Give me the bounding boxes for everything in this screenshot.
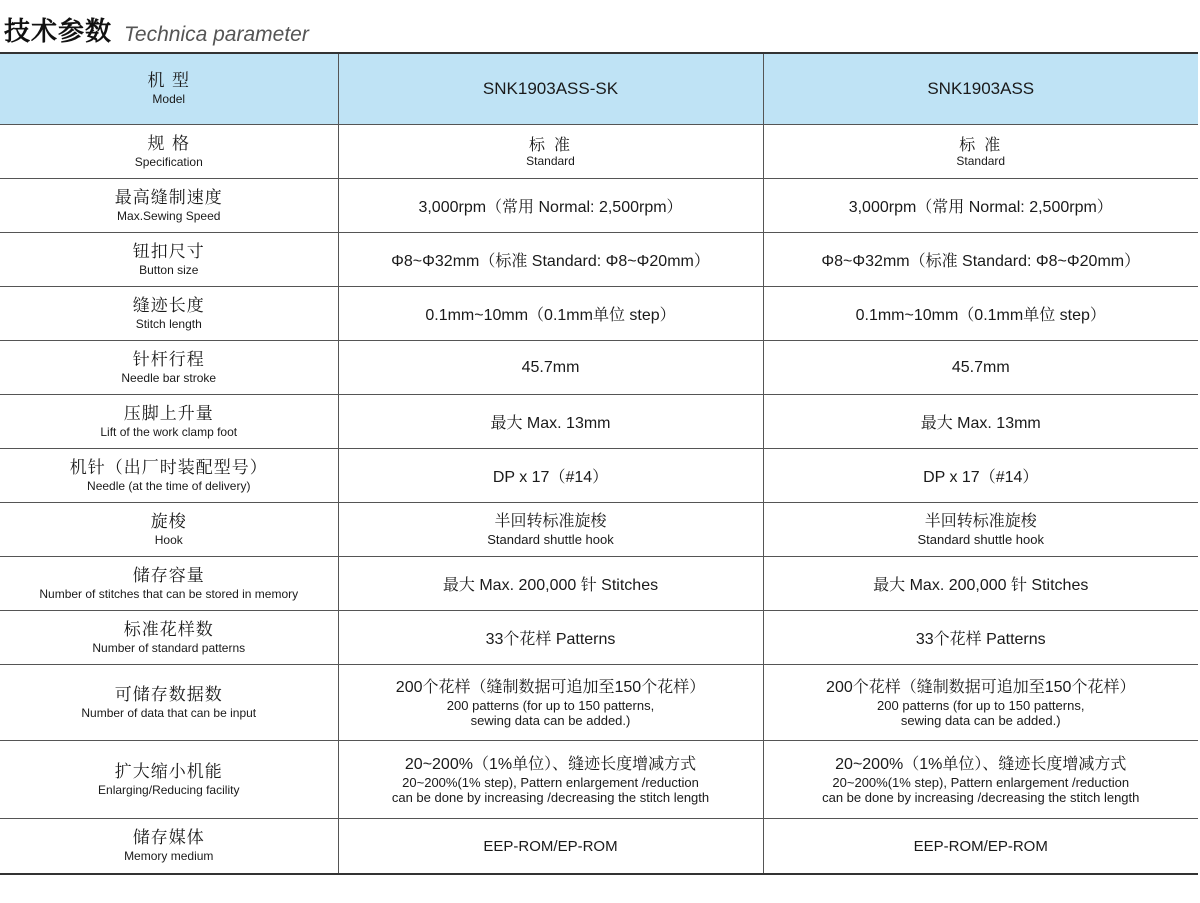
header-label-zh: 机 型 [147, 71, 190, 91]
row-value-2: EEP-ROM/EP-ROM [763, 819, 1198, 875]
value-en-line2: sewing data can be added.) [900, 712, 1061, 728]
row-value-2: 33个花样 Patterns [763, 611, 1198, 665]
value-zh: 20~200%（1%单位）、缝迹长度增减方式 [835, 755, 1127, 773]
row-label-zh: 钮扣尺寸 [132, 241, 205, 262]
row-value-2: DP x 17（#14） [763, 449, 1198, 503]
row-value-2: 3,000rpm（常用 Normal: 2,500rpm） [763, 179, 1198, 233]
row-label-en: Stitch length [135, 316, 202, 331]
row-value-1: 0.1mm~10mm（0.1mm单位 step） [338, 287, 763, 341]
row-value-1 [338, 125, 763, 179]
row-value-2: 最大 Max. 200,000 针 Stitches [763, 557, 1198, 611]
value-zh: 200个花样（缝制数据可追加至150个花样） [395, 678, 706, 696]
value-en: Standard [526, 153, 575, 168]
row-label-en: Number of data that can be input [81, 705, 257, 720]
row-label-zh: 针杆行程 [132, 349, 205, 370]
row-label-zh: 扩大缩小机能 [114, 761, 223, 782]
table-row [0, 287, 1198, 341]
row-label [0, 125, 338, 179]
row-label-zh: 旋梭 [150, 511, 187, 532]
heading-zh: 技术参数 [4, 17, 113, 47]
header-label-en: Model [152, 92, 186, 106]
row-label [0, 503, 338, 557]
row-value-2 [763, 741, 1198, 819]
row-label [0, 233, 338, 287]
row-value-1: DP x 17（#14） [338, 449, 763, 503]
row-value-1 [338, 741, 763, 819]
heading-en: Technica parameter [124, 23, 309, 46]
row-value-1: EEP-ROM/EP-ROM [338, 819, 763, 875]
table-row [0, 503, 1198, 557]
table-row [0, 449, 1198, 503]
value-en-line2: sewing data can be added.) [470, 712, 631, 728]
table-row [0, 557, 1198, 611]
row-value-2: Φ8~Φ32mm（标准 Standard: Φ8~Φ20mm） [763, 233, 1198, 287]
row-value-2 [763, 665, 1198, 741]
header-model-1: SNK1903ASS-SK [338, 53, 763, 125]
header-model-2: SNK1903ASS [763, 53, 1198, 125]
row-label-zh: 可储存数据数 [114, 684, 223, 705]
row-label-zh: 压脚上升量 [123, 403, 214, 424]
row-value-2: 最大 Max. 13mm [763, 395, 1198, 449]
value-zh: 标 准 [959, 134, 1003, 154]
row-label-en: Hook [154, 532, 183, 547]
row-label-en: Number of stitches that can be stored in memory [39, 586, 299, 601]
row-label-en: Number of standard patterns [92, 640, 246, 655]
row-label-en: Enlarging/Reducing facility [98, 782, 240, 797]
row-label-zh: 缝迹长度 [132, 295, 205, 316]
value-en-line1: 20~200%(1% step), Pattern enlargement /reduction [832, 774, 1130, 790]
row-label [0, 611, 338, 665]
table-row [0, 125, 1198, 179]
row-label [0, 741, 338, 819]
table-header-row [0, 53, 1198, 125]
row-value-1: 最大 Max. 13mm [338, 395, 763, 449]
value-en-line1: 200 patterns (for up to 150 patterns, [446, 697, 655, 713]
row-label [0, 395, 338, 449]
value-zh: 200个花样（缝制数据可追加至150个花样） [826, 678, 1136, 696]
row-label-en: Max.Sewing Speed [117, 208, 221, 223]
row-label-zh: 标准花样数 [123, 619, 214, 640]
row-label-en: Button size [139, 262, 199, 277]
row-label-en: Lift of the work clamp foot [100, 424, 238, 439]
row-label-en: Specification [134, 154, 203, 169]
header-label-cell [0, 53, 338, 125]
value-en: Standard shuttle hook [917, 532, 1044, 547]
row-value-2 [763, 125, 1198, 179]
row-label [0, 179, 338, 233]
row-value-2 [763, 503, 1198, 557]
row-value-1 [338, 665, 763, 741]
value-en: Standard shuttle hook [487, 532, 614, 547]
row-label-zh: 储存容量 [132, 565, 205, 586]
row-value-2: 45.7mm [763, 341, 1198, 395]
value-en-line2: can be done by increasing /decreasing the stitch length [391, 789, 710, 805]
row-value-1: 最大 Max. 200,000 针 Stitches [338, 557, 763, 611]
table-row [0, 665, 1198, 741]
row-value-1: 45.7mm [338, 341, 763, 395]
row-label-en: Needle (at the time of delivery) [87, 478, 251, 493]
value-zh: 半回转标准旋梭 [494, 513, 607, 530]
spec-table [0, 52, 1198, 875]
table-row [0, 819, 1198, 875]
table-row [0, 341, 1198, 395]
row-label-zh: 机针（出厂时装配型号） [69, 457, 268, 478]
table-row [0, 741, 1198, 819]
table-row [0, 179, 1198, 233]
value-zh: 20~200%（1%单位）、缝迹长度增减方式 [404, 755, 697, 773]
row-value-1: Φ8~Φ32mm（标准 Standard: Φ8~Φ20mm） [338, 233, 763, 287]
value-zh: 标 准 [528, 134, 573, 154]
row-label [0, 449, 338, 503]
row-label-en: Memory medium [124, 849, 214, 863]
table-row [0, 233, 1198, 287]
value-en-line2: can be done by increasing /decreasing the stitch length [822, 789, 1140, 805]
row-value-1: 3,000rpm（常用 Normal: 2,500rpm） [338, 179, 763, 233]
row-label-en: Needle bar stroke [121, 370, 217, 385]
row-label-zh: 储存媒体 [132, 828, 205, 848]
table-row [0, 395, 1198, 449]
row-label-zh: 规 格 [147, 133, 190, 154]
row-label-zh: 最高缝制速度 [114, 187, 223, 208]
row-label [0, 665, 338, 741]
row-label [0, 819, 338, 875]
row-value-2: 0.1mm~10mm（0.1mm单位 step） [763, 287, 1198, 341]
table-row [0, 611, 1198, 665]
row-value-1: 33个花样 Patterns [338, 611, 763, 665]
row-label [0, 287, 338, 341]
value-zh: 半回转标准旋梭 [924, 513, 1037, 530]
section-heading [4, 14, 309, 48]
value-en: Standard [956, 153, 1006, 168]
row-label [0, 557, 338, 611]
row-value-1 [338, 503, 763, 557]
row-label [0, 341, 338, 395]
value-en-line1: 200 patterns (for up to 150 patterns, [877, 697, 1085, 713]
value-en-line1: 20~200%(1% step), Pattern enlargement /reduction [402, 774, 699, 790]
